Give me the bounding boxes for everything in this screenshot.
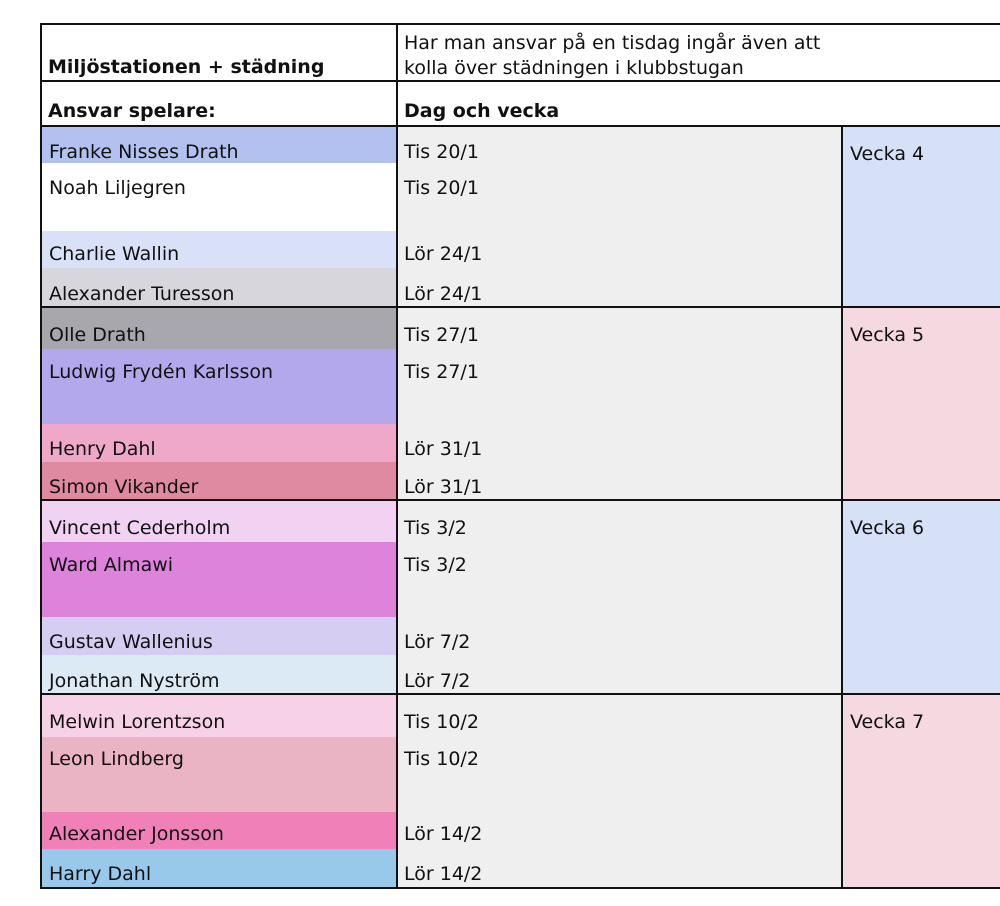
player-name: Ludwig Frydén Karlsson [49,361,274,383]
day-date: Lör 14/2 [404,823,483,845]
player-name: Alexander Turesson [49,283,235,305]
day-date: Lör 31/1 [404,476,483,498]
table-border-bottom [40,887,1000,889]
day-date: Lör 14/2 [404,863,483,885]
column-header-player: Ansvar spelare: [48,100,216,122]
week-divider [40,306,1000,308]
day-date: Tis 20/1 [404,141,479,163]
player-name: Melwin Lorentzson [49,711,226,733]
player-name: Alexander Jonsson [49,823,224,845]
player-name: Noah Liljegren [49,177,186,199]
day-date: Tis 3/2 [404,517,467,539]
column-header-day: Dag och vecka [404,100,560,122]
player-name: Olle Drath [49,324,146,346]
week-label: Vecka 7 [850,711,925,733]
day-date: Lör 7/2 [404,670,471,692]
day-column-background [396,127,843,887]
header-note: Har man ansvar på en tisdag ingår även att kolla över städningen i klubbstugan [404,32,821,79]
table-border-left [40,23,42,889]
week-divider [40,499,1000,501]
player-name: Vincent Cederholm [49,517,231,539]
player-name: Simon Vikander [49,476,199,498]
player-name: Charlie Wallin [49,243,180,265]
player-name: Leon Lindberg [49,748,184,770]
day-date: Lör 24/1 [404,243,483,265]
week-label: Vecka 5 [850,324,925,346]
column-divider [841,125,843,889]
week-divider [40,693,1000,695]
day-date: Lör 24/1 [404,283,483,305]
day-date: Tis 10/2 [404,748,479,770]
player-name: Franke Nisses Drath [49,141,239,163]
day-date: Tis 27/1 [404,361,479,383]
player-name: Jonathan Nyström [49,670,220,692]
table-border-top [40,23,1000,25]
day-date: Tis 10/2 [404,711,479,733]
player-name: Harry Dahl [49,863,152,885]
header-divider [40,80,1000,82]
week-label: Vecka 4 [850,143,925,165]
day-date: Tis 3/2 [404,554,467,576]
week-label: Vecka 6 [850,517,925,539]
day-date: Tis 20/1 [404,177,479,199]
player-name: Henry Dahl [49,438,156,460]
day-date: Lör 31/1 [404,438,483,460]
player-name: Gustav Wallenius [49,631,213,653]
day-date: Lör 7/2 [404,631,471,653]
header-bottom-border [40,125,1000,127]
column-divider [396,23,398,889]
day-date: Tis 27/1 [404,324,479,346]
sheet-title: Miljöstationen + städning [48,56,325,78]
player-name: Ward Almawi [49,554,174,576]
